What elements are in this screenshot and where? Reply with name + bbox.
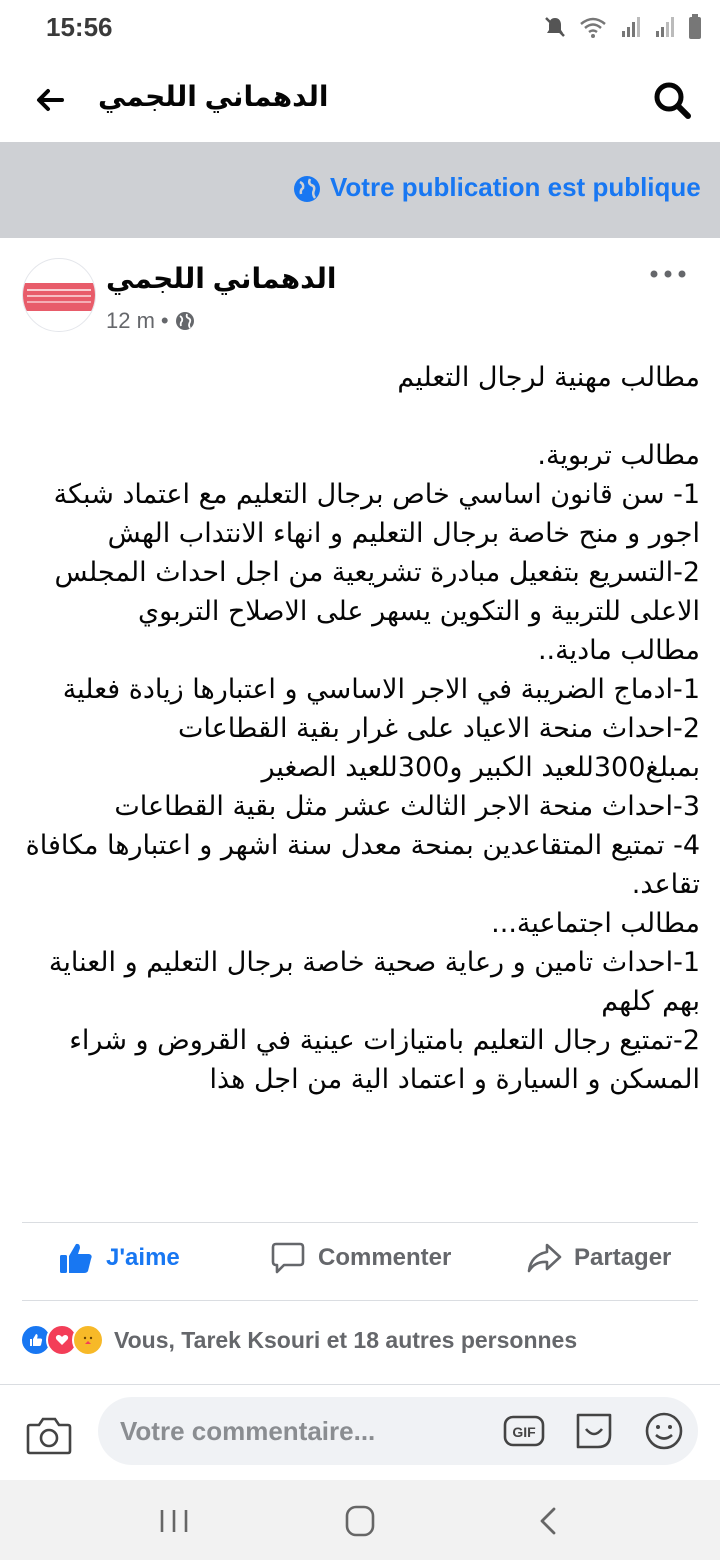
divider	[22, 1300, 698, 1301]
avatar[interactable]	[22, 258, 96, 332]
post-line: مطالب اجتماعية...	[491, 908, 700, 939]
post-line: مطالب مهنية لرجال التعليم	[397, 362, 700, 393]
mute-icon	[544, 15, 566, 39]
share-label: Partager	[574, 1244, 672, 1271]
status-bar	[0, 0, 720, 58]
comment-bar	[0, 1384, 720, 1481]
reaction-icons	[20, 1324, 104, 1356]
post-card	[0, 238, 720, 1384]
reactions-text: Vous, Tarek Ksouri et 18 autres personnes	[114, 1326, 578, 1353]
post-meta	[106, 308, 195, 334]
post-line: مطالب مادية..	[537, 635, 700, 666]
meta-separator: •	[160, 308, 169, 333]
share-arrow-icon	[526, 1240, 562, 1276]
divider	[22, 1222, 698, 1223]
post-line: مطالب تربوية.	[537, 440, 700, 471]
battery-icon	[688, 14, 702, 40]
arrow-left-icon[interactable]	[28, 78, 72, 122]
comment-button[interactable]	[270, 1240, 451, 1276]
public-notice-text: Votre publication est publique	[330, 172, 701, 202]
gif-icon[interactable]	[502, 1409, 546, 1453]
share-button[interactable]	[526, 1240, 671, 1276]
signal-icon	[620, 15, 642, 39]
post-line: اجور و منح خاصة برجال التعليم و انهاء الانتداب الهش	[107, 518, 700, 549]
wifi-icon	[578, 15, 608, 39]
signal-icon	[654, 15, 676, 39]
avatar-band	[23, 283, 95, 311]
thumbs-up-icon	[58, 1240, 94, 1276]
reactions-summary[interactable]	[20, 1320, 577, 1360]
post-line-blank	[20, 397, 700, 436]
post-line: تقاعد.	[631, 869, 700, 900]
camera-icon[interactable]	[26, 1415, 72, 1455]
status-icons	[544, 14, 702, 40]
more-options-icon[interactable]	[648, 262, 688, 286]
post-line: 4- تمتيع المتقاعدين بمنحة معدل سنة اشهر و اعتبارها مكافاة	[25, 830, 700, 861]
system-nav-bar	[0, 1480, 720, 1560]
sticker-icon[interactable]	[572, 1409, 616, 1453]
post-line: 1-احداث تامين و رعاية صحية خاصة برجال التعليم و العناية	[48, 947, 700, 978]
post-line: بهم كلهم	[601, 986, 700, 1017]
svg-text:GIF: GIF	[512, 1424, 536, 1440]
like-label: J'aime	[106, 1244, 180, 1271]
comment-label: Commenter	[318, 1244, 452, 1271]
globe-icon	[292, 174, 322, 204]
post-line: 1-ادماج الضريبة في الاجر الاساسي و اعتبارها زيادة فعلية	[62, 674, 700, 705]
home-icon[interactable]	[340, 1504, 380, 1538]
page-title: الدهماني اللجمي	[98, 81, 329, 112]
app-header	[0, 58, 720, 142]
post-line: 2-تمتيع رجال التعليم بامتيازات عينية في القروض و شراء	[69, 1025, 700, 1056]
back-icon[interactable]	[528, 1504, 568, 1538]
post-line: 1- سن قانون اساسي خاص برجال التعليم مع اعتماد شبكة	[53, 479, 700, 510]
post-line: 2-احداث منحة الاعياد على غرار بقية القطاعات	[177, 713, 700, 744]
globe-icon	[175, 311, 195, 331]
search-icon[interactable]	[650, 78, 694, 122]
post-line: 2-التسريع بتفعيل مبادرة تشريعية من اجل احداث المجلس	[54, 557, 700, 588]
post-actions	[0, 1228, 720, 1298]
post-line: بمبلغ300للعيد الكبير و300للعيد الصغير	[261, 752, 700, 783]
post-body	[20, 358, 700, 1099]
like-button[interactable]	[58, 1240, 180, 1276]
post-line: الاعلى للتربية و التكوين يسهر على الاصلاح التربوي	[138, 596, 700, 627]
recent-apps-icon[interactable]	[154, 1504, 194, 1538]
comment-input-icons	[502, 1409, 686, 1453]
public-notice-banner	[0, 142, 720, 238]
emoji-icon[interactable]	[642, 1409, 686, 1453]
post-time[interactable]: 12 m	[106, 308, 155, 333]
post-line: المسكن و السيارة و اعتماد الية من اجل هذا	[209, 1064, 700, 1095]
status-time: 15:56	[46, 12, 113, 42]
care-reaction-icon	[72, 1324, 104, 1356]
comment-bubble-icon	[270, 1240, 306, 1276]
post-author-name[interactable]: الدهماني اللجمي	[106, 263, 337, 294]
avatar-band-lines	[27, 289, 91, 291]
post-line: 3-احداث منحة الاجر الثالث عشر مثل بقية القطاعات	[114, 791, 700, 822]
